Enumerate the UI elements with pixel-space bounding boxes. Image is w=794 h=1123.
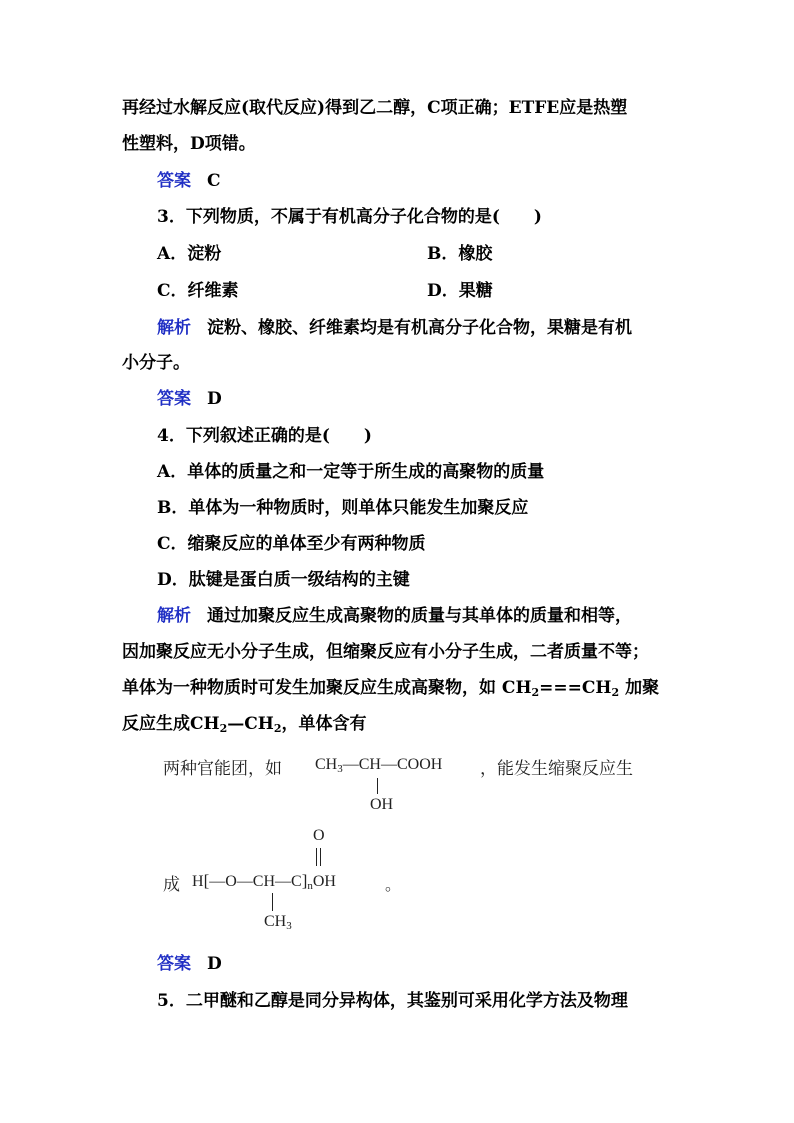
formula-text: ，能发生缩聚反应生 bbox=[480, 759, 633, 778]
option-d: D．果糖 bbox=[427, 281, 493, 301]
answer-label: 答案 bbox=[157, 954, 191, 974]
analysis-text: 淀粉、橡胶、纤维素均是有机高分子化合物，果糖是有机 bbox=[207, 318, 632, 338]
analysis-text: 小分子。 bbox=[122, 353, 190, 373]
option-a: A．淀粉 bbox=[157, 244, 222, 264]
text-line: 再经过水解反应(取代反应)得到乙二醇，C项正确；ETFE应是热塑 bbox=[122, 98, 628, 118]
answer-value: C bbox=[207, 171, 221, 191]
analysis-line bbox=[157, 317, 632, 339]
analysis-text: 通过加聚反应生成高聚物的质量与其单体的质量和相等， bbox=[207, 606, 632, 626]
double-bond bbox=[316, 848, 317, 866]
single-bond bbox=[272, 893, 273, 911]
monomer-formula: $CH_3—CH—COOH$ bbox=[315, 756, 443, 775]
analysis-label: 解析 bbox=[157, 318, 191, 338]
analysis-label: 解析 bbox=[157, 606, 191, 626]
single-bond bbox=[377, 778, 378, 794]
answer-line bbox=[157, 170, 221, 192]
analysis-text: 因加聚反应无小分子生成，但缩聚反应有小分子生成，二者质量不等； bbox=[122, 642, 649, 662]
option-d: D．肽键是蛋白质一级结构的主键 bbox=[157, 570, 410, 590]
analysis-text: 单体为一种物质时可发生加聚反应生成高聚物，如 $CH_2===CH_2$ 加聚 bbox=[122, 678, 660, 699]
formula-period: 。 bbox=[385, 877, 402, 894]
option-row bbox=[157, 243, 221, 265]
formula-text: 成 bbox=[163, 875, 180, 894]
answer-line bbox=[157, 388, 222, 410]
option-b: B．单体为一种物质时，则单体只能发生加聚反应 bbox=[157, 498, 529, 518]
answer-value: D bbox=[207, 389, 222, 409]
option-a: A．单体的质量之和一定等于所生成的高聚物的质量 bbox=[157, 462, 545, 482]
double-bond bbox=[320, 848, 321, 866]
answer-value: D bbox=[207, 954, 222, 974]
question-stem: 4．下列叙述正确的是( ) bbox=[157, 426, 372, 446]
option-c: C．纤维素 bbox=[157, 281, 239, 301]
methyl-group: $CH_3$ bbox=[264, 913, 292, 932]
option-b: B．橡胶 bbox=[427, 244, 493, 264]
answer-line bbox=[157, 953, 222, 975]
answer-label: 答案 bbox=[157, 389, 191, 409]
polymer-formula: $H[—O—CH—C]_nOH$ bbox=[192, 871, 336, 892]
question-stem: 3．下列物质，不属于有机高分子化合物的是( ) bbox=[157, 207, 542, 227]
analysis-line bbox=[157, 605, 632, 627]
answer-label: 答案 bbox=[157, 171, 191, 191]
analysis-text: 反应生成$CH_2—CH_2$，单体含有 bbox=[122, 714, 367, 735]
hydroxyl-group: OH bbox=[370, 796, 394, 813]
option-c: C．缩聚反应的单体至少有两种物质 bbox=[157, 534, 426, 554]
carbonyl-oxygen: O bbox=[313, 827, 325, 844]
formula-text: 两种官能团，如 bbox=[163, 759, 282, 778]
question-stem: 5．二甲醚和乙醇是同分异构体，其鉴别可采用化学方法及物理 bbox=[157, 991, 628, 1011]
text-line: 性塑料，D项错。 bbox=[122, 134, 256, 154]
